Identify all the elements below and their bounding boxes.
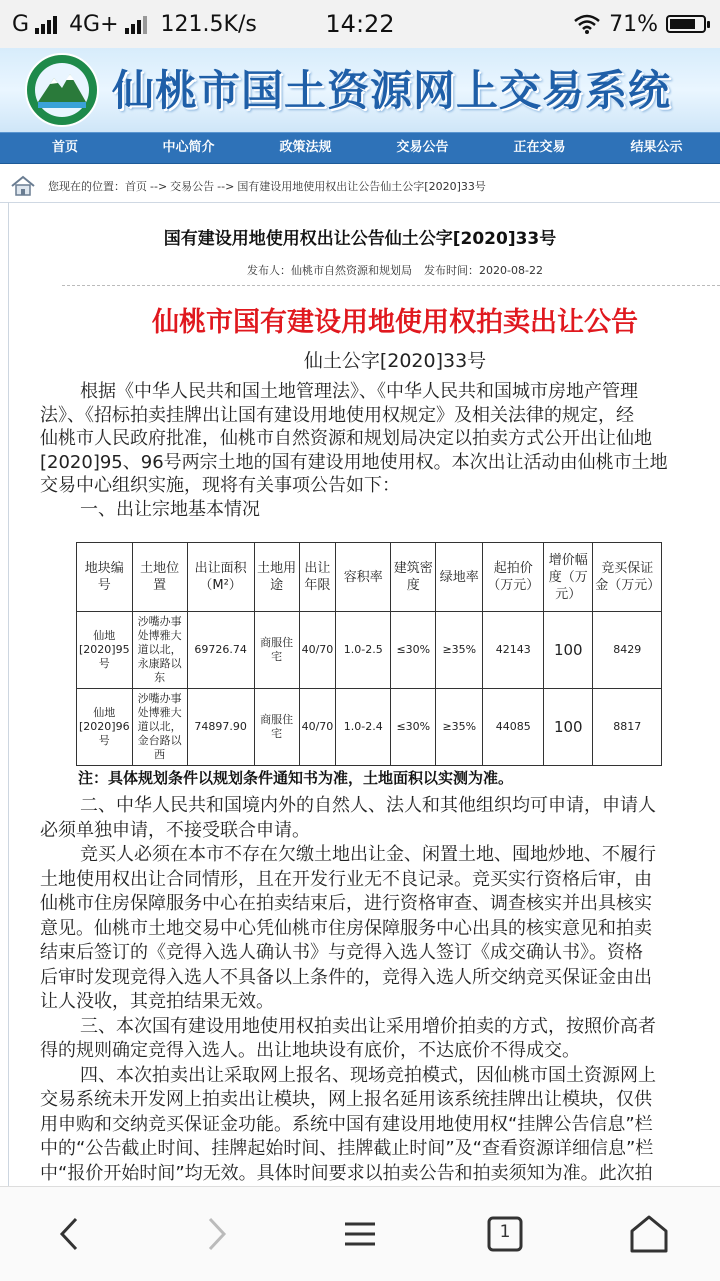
table-header-row	[77, 543, 662, 612]
paragraph-line: 四、本次拍卖出让采取网上报名、现场竞拍模式，因仙桃市国土资源网上	[80, 1064, 656, 1086]
table-cell: 1.0-2.5	[336, 612, 391, 689]
carrier-label: G	[12, 11, 30, 37]
breadcrumb-lead: 您现在的位置：	[48, 180, 125, 193]
article-title: 国有建设用地使用权出让公告仙土公字[2020]33号	[163, 229, 557, 249]
breadcrumb-home-link[interactable]: 首页	[125, 180, 147, 193]
nav-announcements[interactable]: 交易公告	[396, 140, 449, 155]
table-cell: 8429	[593, 612, 662, 689]
land-parcel-table	[76, 542, 662, 766]
table-cell: 1.0-2.4	[336, 689, 391, 766]
section-heading: 一、出让宗地基本情况	[80, 498, 260, 520]
table-row	[77, 689, 662, 766]
table-cell: ≥35%	[436, 612, 483, 689]
paragraph-line: 根据《中华人民共和国土地管理法》、《中华人民共和国城市房地产管理	[80, 381, 638, 402]
paragraph-line: 中“报价开始时间”均无效。具体时间要求以拍卖公告和拍卖须知为准。此次拍	[40, 1162, 653, 1184]
table-cell: 沙嘴办事处博雅大道以北，永康路以东	[132, 612, 187, 689]
status-right	[573, 0, 706, 48]
table-cell: 100	[544, 612, 593, 689]
article-meta	[0, 262, 720, 278]
clock: 14:22	[325, 10, 395, 38]
battery-percent: 71%	[609, 11, 658, 37]
forward-icon[interactable]	[190, 1209, 240, 1259]
breadcrumb-current: 国有建设用地使用权出让公告仙土公字[2020]33号	[237, 180, 486, 193]
paragraph-line: 仙桃市住房保障服务中心在拍卖结束后，进行资格审查、调查核实并出具核实	[40, 893, 652, 914]
article-body	[40, 380, 720, 521]
paragraph-line: 用申购和交纳竞买保证金功能。系统中国有建设用地使用权“挂牌公告信息”栏	[40, 1113, 653, 1135]
col-header: 竞买保证金（万元）	[593, 543, 662, 612]
col-header: 土地位置	[132, 543, 187, 612]
col-header: 地块编号	[77, 543, 133, 612]
back-icon[interactable]	[46, 1209, 96, 1259]
table-cell: 100	[544, 689, 593, 766]
battery-icon	[666, 15, 706, 33]
paragraph-line: 后审时发现竞得入选人不具备以上条件的，竞得入选人所交纳竞买保证金由出	[40, 966, 652, 988]
col-header: 土地用途	[254, 543, 299, 612]
table-cell: 仙地[2020]95号	[77, 612, 133, 689]
col-header: 出让年限	[299, 543, 336, 612]
breadcrumb-section-link[interactable]: 交易公告	[170, 180, 215, 193]
table-cell: 40/70	[299, 689, 336, 766]
table-cell: 商服住宅	[254, 612, 299, 689]
publisher-label: 发布人：	[247, 264, 292, 277]
wifi-icon	[573, 14, 601, 34]
table-cell: 商服住宅	[254, 689, 299, 766]
nav-policy[interactable]: 政策法规	[279, 140, 332, 155]
status-bar	[0, 0, 720, 48]
nav-results[interactable]: 结果公示	[630, 140, 683, 155]
home-page-icon[interactable]	[624, 1209, 674, 1259]
paragraph-line: 让人没收，其竞拍结果无效。	[40, 991, 274, 1012]
tab-count: 1	[499, 1222, 511, 1242]
breadcrumb	[0, 170, 720, 203]
col-header: 容积率	[336, 543, 391, 612]
col-header: 增价幅度（万元）	[544, 543, 593, 612]
table-note: 注：具体规划条件以规划条件通知书为准，土地面积以实测为准。	[78, 769, 514, 787]
paragraph-line: 意见。仙桃市土地交易中心凭仙桃市住房保障服务中心出具的核实意见和拍卖	[40, 917, 652, 939]
network-speed: 121.5K/s	[160, 11, 257, 37]
home-icon	[10, 175, 36, 197]
document-number: 仙土公字[2020]33号	[303, 350, 487, 372]
table-cell: 8817	[593, 689, 662, 766]
article-body-continued	[40, 794, 720, 1186]
paragraph-line: 交易系统未开发网上拍卖出让模块，网上报名延用该系统挂牌出让模块，仅供	[40, 1089, 652, 1110]
paragraph-line: 交易中心组织实施，现将有关事项公告如下：	[40, 475, 400, 496]
table-cell: 40/70	[299, 612, 336, 689]
site-header	[0, 48, 720, 132]
col-header: 出让面积（M²）	[187, 543, 254, 612]
tabs-button[interactable]	[480, 1209, 530, 1259]
breadcrumb-separator: -->	[150, 179, 168, 193]
publisher: 仙桃市自然资源和规划局	[291, 264, 413, 277]
menu-icon[interactable]	[335, 1209, 385, 1259]
paragraph-line: 三、本次国有建设用地使用权拍卖出让采用增价拍卖的方式，按照价高者	[80, 1015, 656, 1037]
table-row	[77, 612, 662, 689]
nav-trading[interactable]: 正在交易	[513, 140, 566, 155]
paragraph-line: 得的规则确定竞得入选人。出让地块设有底价，不达底价不得成交。	[40, 1040, 580, 1061]
network-label: 4G+	[69, 11, 119, 37]
paragraph-line: 法》、《招标拍卖挂牌出让国有建设用地使用权规定》及相关法律的规定，经	[40, 404, 634, 426]
paragraph-line: [2020]95、96号两宗土地的国有建设用地使用权。本次出让活动由仙桃市土地	[40, 451, 668, 473]
paragraph-line: 土地使用权出让合同情形，且在开发行业无不良记录。竞买实行资格后审，由	[40, 868, 652, 890]
paragraph-line: 中的“公告截止时间、挂牌起始时间、挂牌截止时间”及“查看资源详细信息”栏	[40, 1138, 654, 1159]
site-title: 仙桃市国土资源网上交易系统	[112, 66, 672, 115]
browser-toolbar	[0, 1186, 720, 1281]
breadcrumb-separator: -->	[217, 179, 235, 193]
paragraph-line: 结束后签订的《竞得入选人确认书》与竞得入选人签订《成交确认书》。资格	[40, 942, 643, 963]
table-cell: ≤30%	[391, 689, 436, 766]
table-cell: 69726.74	[187, 612, 254, 689]
col-header: 建筑密度	[391, 543, 436, 612]
nav-about[interactable]: 中心简介	[162, 140, 215, 155]
divider	[62, 285, 720, 286]
paragraph-line: 仙桃市人民政府批准，仙桃市自然资源和规划局决定以拍卖方式公开出让仙地	[40, 428, 652, 449]
table-cell: 74897.90	[187, 689, 254, 766]
paragraph-line: 竞买人必须在本市不存在欠缴土地出让金、闲置土地、囤地炒地、不履行	[80, 844, 656, 865]
table-cell: ≥35%	[436, 689, 483, 766]
col-header: 起拍价（万元）	[483, 543, 544, 612]
announcement-heading: 仙桃市国有建设用地使用权拍卖出让公告	[152, 307, 638, 338]
col-header: 绿地率	[436, 543, 483, 612]
paragraph-line: 二、中华人民共和国境内外的自然人、法人和其他组织均可申请，申请人	[80, 795, 656, 816]
table-cell: 42143	[483, 612, 544, 689]
publish-time: 2020-08-22	[479, 264, 543, 277]
emblem-logo-icon	[24, 52, 100, 128]
publish-time-label: 发布时间：	[424, 264, 480, 277]
table-cell: 仙地[2020]96号	[77, 689, 133, 766]
nav-home[interactable]: 首页	[51, 140, 78, 155]
table-cell: ≤30%	[391, 612, 436, 689]
paragraph-line: 必须单独申请，不接受联合申请。	[40, 819, 310, 841]
main-nav	[0, 132, 720, 164]
table-cell: 44085	[483, 689, 544, 766]
table-cell: 沙嘴办事处博雅大道以北，金台路以西	[132, 689, 187, 766]
